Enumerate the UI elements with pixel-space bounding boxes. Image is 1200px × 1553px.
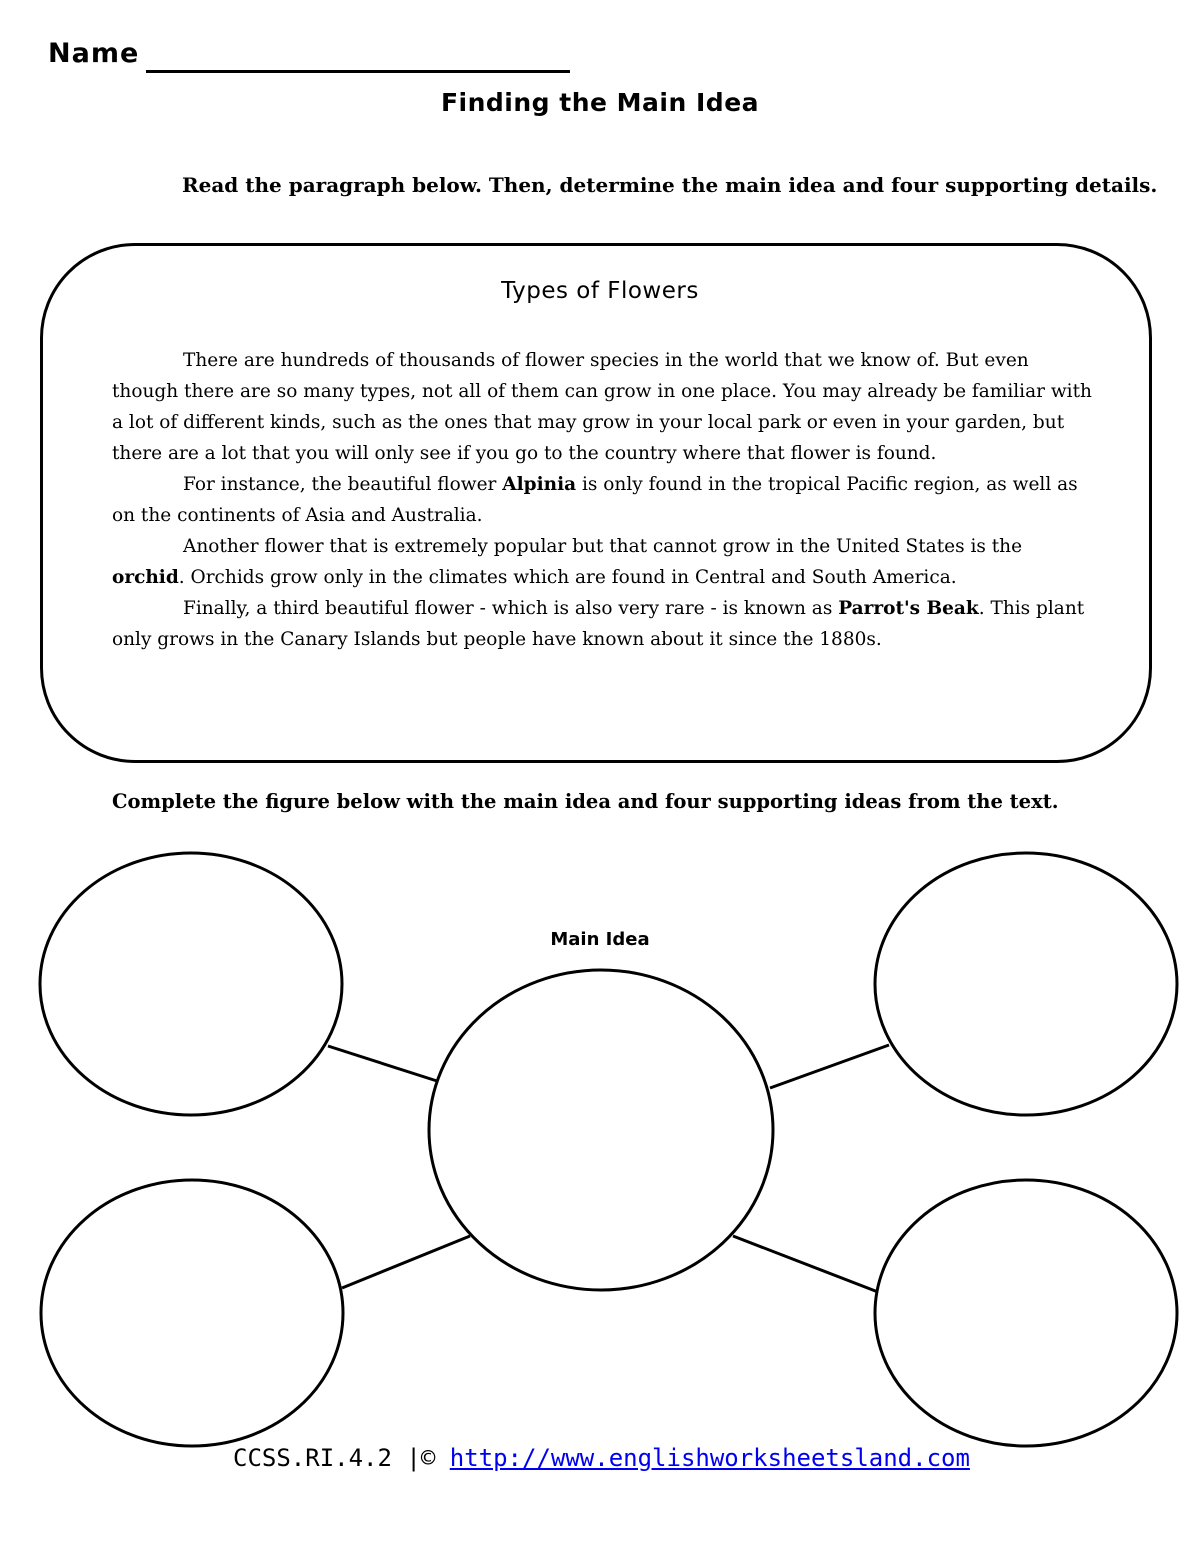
page-title: Finding the Main Idea	[440, 88, 760, 117]
name-label: Name	[48, 38, 140, 69]
connector-bottom-right	[733, 1236, 878, 1292]
passage-paragraph-4: Finally, a third beautiful flower - which is also very rare - is known as Parrot's Beak. This plant only grows in the Canary Islands but people have known about it since the 1880s.	[112, 598, 1085, 650]
passage-paragraph-3: Another flower that is extremely popular but that cannot grow in the United States is the orchid. Orchids grow only in the climates which are found in Central and South America.	[112, 536, 1023, 588]
connector-top-right	[770, 1045, 889, 1088]
orchid-term: orchid	[112, 567, 179, 588]
passage-paragraph-1: There are hundreds of thousands of flower species in the world that we know of. But even though there are so many types, not all of them can grow in one place. You may already be familiar with a lot of different kinds, such as the ones that may grow in your local park or even in your garden, but there are a lot that you will only see if you go to the country where that flower is found.	[112, 350, 1092, 464]
detail-circle-top-left[interactable]	[40, 853, 342, 1115]
connector-top-left	[328, 1046, 437, 1081]
complete-instruction: Complete the figure below with the main idea and four supporting ideas from the text.	[112, 790, 1059, 813]
read-instruction: Read the paragraph below. Then, determine the main idea and four supporting details.	[182, 173, 1158, 197]
parrots-beak-term: Parrot's Beak	[838, 598, 979, 619]
footer-standard: CCSS.RI.4.2 |©	[233, 1444, 450, 1472]
detail-circle-top-right[interactable]	[875, 853, 1177, 1115]
alpinia-term: Alpinia	[502, 474, 577, 495]
detail-circle-bottom-left[interactable]	[41, 1180, 343, 1446]
passage-paragraph-2: For instance, the beautiful flower Alpinia is only found in the tropical Pacific region, as well as on the continents of Asia and Australia.	[112, 474, 1078, 526]
detail-circle-bottom-right[interactable]	[875, 1180, 1177, 1446]
footer	[233, 1444, 970, 1472]
passage-title: Types of Flowers	[501, 278, 699, 304]
main-idea-label: Main Idea	[550, 929, 650, 950]
footer-link[interactable]: http://www.englishworksheetsland.com	[449, 1444, 970, 1472]
main-idea-circle[interactable]	[429, 970, 773, 1290]
connector-bottom-left	[342, 1236, 470, 1288]
